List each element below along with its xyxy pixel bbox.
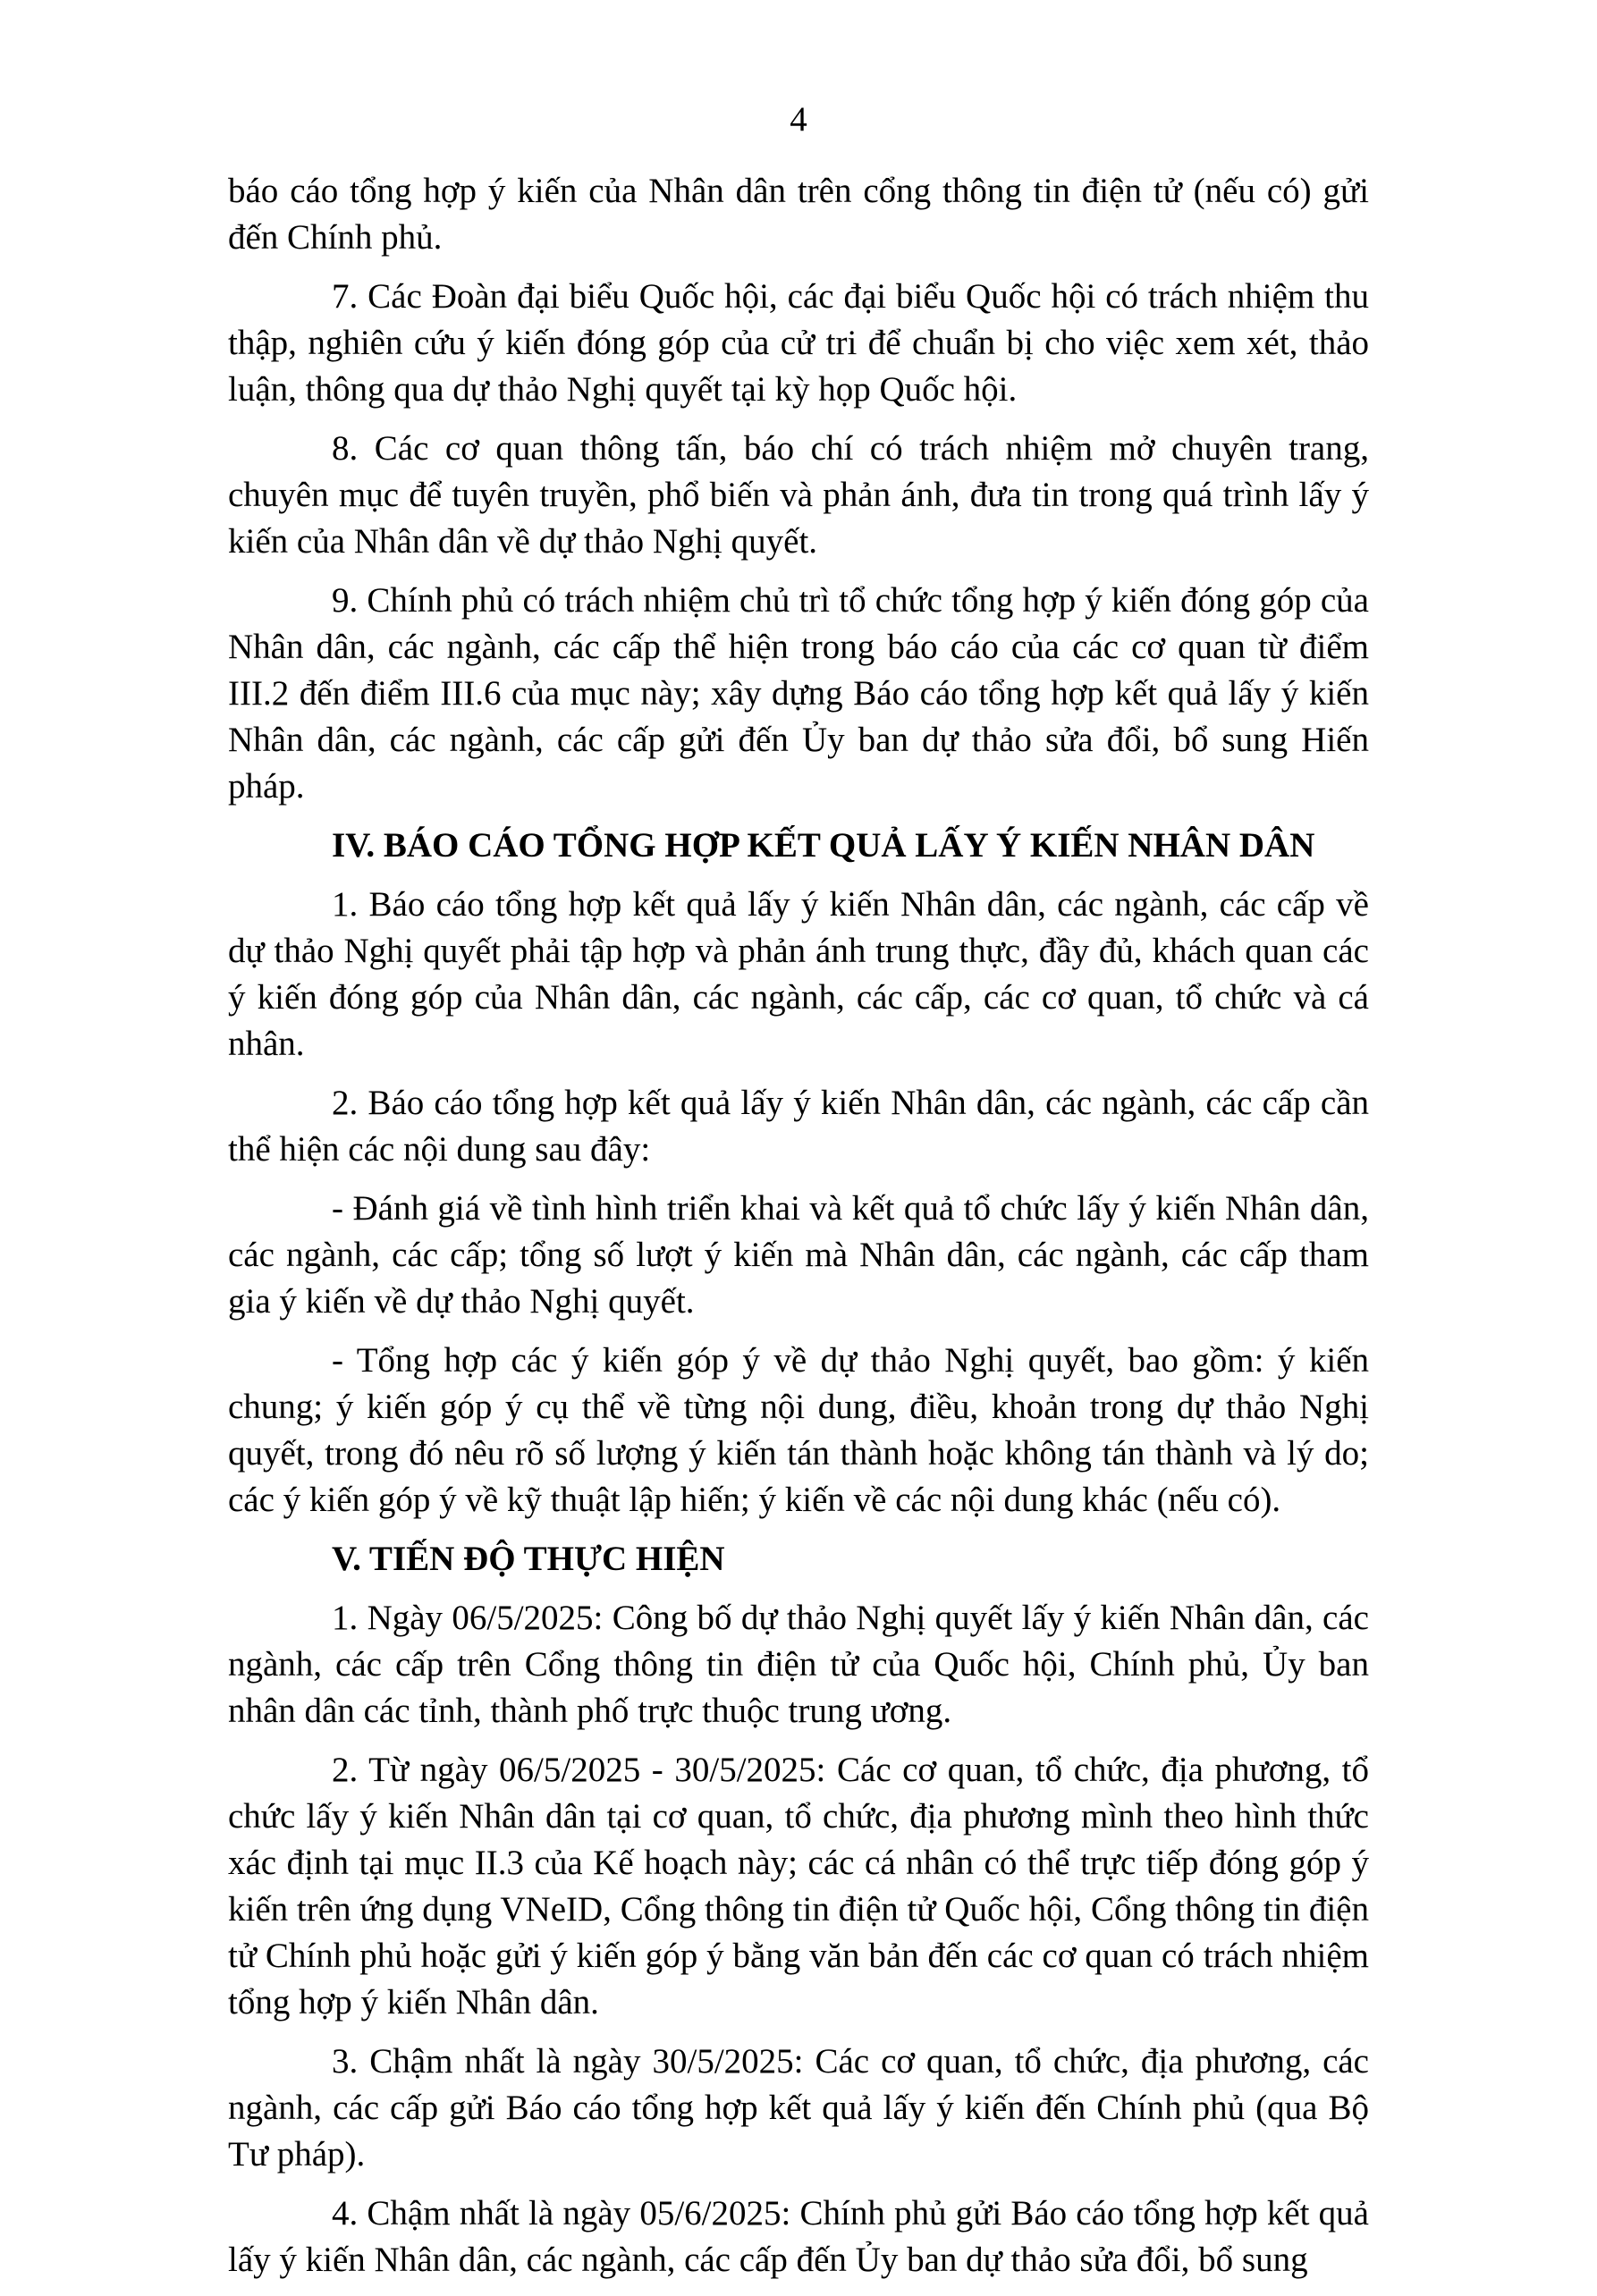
paragraph-item-9: 9. Chính phủ có trách nhiệm chủ trì tổ chức tổng hợp ý kiến đóng góp của Nhân dân, các ngành, các cấp thể hiện trong báo cáo của các cơ quan từ điểm III.2 đến điểm III.6 của mục này; xây dựng Báo cáo tổng hợp kết quả lấy ý kiến Nhân dân, các ngành, các cấp gửi đến Ủy ban dự thảo sửa đổi, bổ sung Hiến pháp. bbox=[228, 581, 1369, 806]
paragraph-v-item-3: 3. Chậm nhất là ngày 30/5/2025: Các cơ quan, tổ chức, địa phương, các ngành, các cấp gửi Báo cáo tổng hợp kết quả lấy ý kiến đến Chính phủ (qua Bộ Tư pháp). bbox=[228, 2042, 1369, 2174]
paragraph-item-8: 8. Các cơ quan thông tấn, báo chí có trách nhiệm mở chuyên trang, chuyên mục để tuyên truyền, phổ biến và phản ánh, đưa tin trong quá trình lấy ý kiến của Nhân dân về dự thảo Nghị quyết. bbox=[228, 429, 1369, 561]
paragraph-v-item-2: 2. Từ ngày 06/5/2025 - 30/5/2025: Các cơ quan, tổ chức, địa phương, tổ chức lấy ý kiến Nhân dân tại cơ quan, tổ chức, địa phương mình theo hình thức xác định tại mục II.3 của Kế hoạch này; các cá nhân có thể trực tiếp đóng góp ý kiến trên ứng dụng VNeID, Cổng thông tin điện tử Quốc hội, Cổng thông tin điện tử Chính phủ hoặc gửi ý kiến góp ý bằng văn bản đến các cơ quan có trách nhiệm tổng hợp ý kiến Nhân dân. bbox=[228, 1751, 1369, 2022]
paragraph-iv-bullet-1: - Đánh giá về tình hình triển khai và kết quả tổ chức lấy ý kiến Nhân dân, các ngành, các cấp; tổng số lượt ý kiến mà Nhân dân, các ngành, các cấp tham gia ý kiến về dự thảo Nghị quyết. bbox=[228, 1189, 1369, 1321]
section-heading-v: V. TIẾN ĐỘ THỰC HIỆN bbox=[332, 1540, 725, 1578]
page-number: 4 bbox=[790, 100, 807, 139]
document-body bbox=[228, 168, 1369, 2296]
paragraph-continuation: báo cáo tổng hợp ý kiến của Nhân dân trên cổng thông tin điện tử (nếu có) gửi đến Chính phủ. bbox=[228, 172, 1369, 257]
paragraph-item-7: 7. Các Đoàn đại biểu Quốc hội, các đại biểu Quốc hội có trách nhiệm thu thập, nghiên cứu ý kiến đóng góp của cử tri để chuẩn bị cho việc xem xét, thảo luận, thông qua dự thảo Nghị quyết tại kỳ họp Quốc hội. bbox=[228, 277, 1369, 409]
paragraph-iv-item-1: 1. Báo cáo tổng hợp kết quả lấy ý kiến Nhân dân, các ngành, các cấp về dự thảo Nghị quyết phải tập hợp và phản ánh trung thực, đầy đủ, khách quan các ý kiến đóng góp của Nhân dân, các ngành, các cấp, các cơ quan, tổ chức và cá nhân. bbox=[228, 885, 1369, 1063]
section-heading-iv: IV. BÁO CÁO TỔNG HỢP KẾT QUẢ LẤY Ý KIẾN NHÂN DÂN bbox=[332, 826, 1315, 865]
paragraph-v-item-1: 1. Ngày 06/5/2025: Công bố dự thảo Nghị quyết lấy ý kiến Nhân dân, các ngành, các cấp trên Cổng thông tin điện tử của Quốc hội, Chính phủ, Ủy ban nhân dân các tỉnh, thành phố trực thuộc trung ương. bbox=[228, 1599, 1369, 1730]
paragraph-iv-bullet-2: - Tổng hợp các ý kiến góp ý về dự thảo Nghị quyết, bao gồm: ý kiến chung; ý kiến góp ý cụ thể về từng nội dung, điều, khoản trong dự thảo Nghị quyết, trong đó nêu rõ số lượng ý kiến tán thành hoặc không tán thành và lý do; các ý kiến góp ý về kỹ thuật lập hiến; ý kiến về các nội dung khác (nếu có). bbox=[228, 1341, 1369, 1519]
paragraph-v-item-4: 4. Chậm nhất là ngày 05/6/2025: Chính phủ gửi Báo cáo tổng hợp kết quả lấy ý kiến Nhân dân, các ngành, các cấp đến Ủy ban dự thảo sửa đổi, bổ sung bbox=[228, 2194, 1369, 2279]
paragraph-iv-item-2: 2. Báo cáo tổng hợp kết quả lấy ý kiến Nhân dân, các ngành, các cấp cần thể hiện các nội dung sau đây: bbox=[228, 1084, 1369, 1169]
